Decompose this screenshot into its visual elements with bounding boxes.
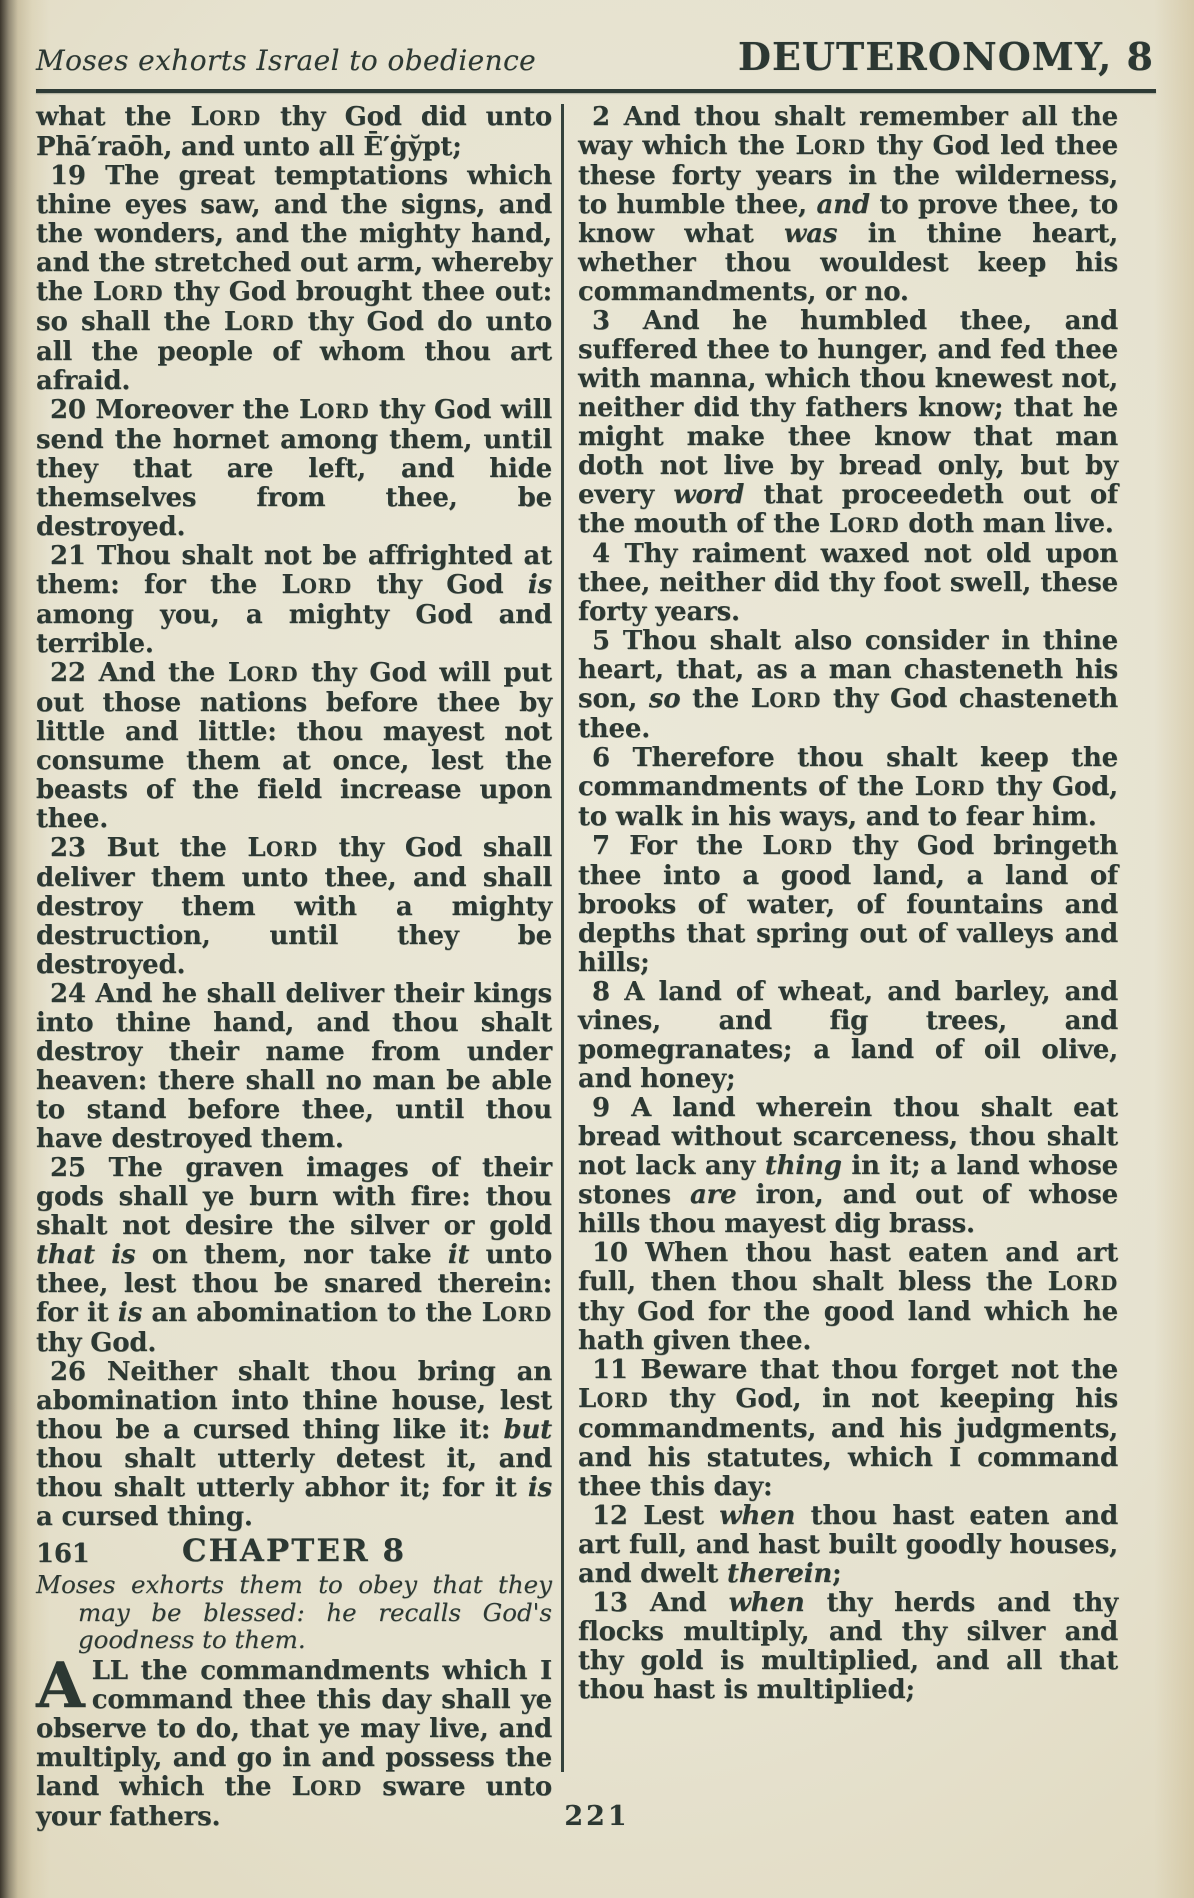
italic-text: so [648, 684, 681, 714]
divine-name: LORD [291, 1771, 362, 1802]
divine-name: LORD [298, 395, 370, 425]
chapter-section-number: 161 [36, 1539, 90, 1569]
divine-name-smallcaps: ORD [1066, 1272, 1118, 1295]
verse-paragraph: 4 Thy raiment waxed not old upon thee, neither did thy foot swell, these forty years. [578, 539, 1118, 627]
chapter-summary: Moses exhorts them to obey that they may be blessed: he recalls God's goodness to them. [36, 1570, 552, 1654]
verse-paragraph: what the LORD thy God did unto Phā′raōh, and unto all Ē′ġy̆pt; [36, 102, 552, 162]
italic-text: when [728, 1588, 805, 1618]
divine-name-smallcaps: ORD [847, 514, 900, 537]
verse-paragraph: 6 Therefore thou shalt keep the commandments of the LORD thy God, to walk in his ways, and to fear him. [578, 743, 1118, 832]
divine-name: LORD [750, 684, 822, 714]
divine-name-smallcaps: ORD [310, 1776, 362, 1800]
divine-name: LORD [92, 277, 164, 307]
divine-name: LORD [223, 307, 295, 337]
verse-paragraph: 10 When thou hast eaten and art full, then thou shalt bless the LORD thy God for the good land which he hath given thee. [578, 1238, 1118, 1356]
divine-name-smallcaps: ORD [300, 575, 352, 598]
divine-name-smallcaps: ORD [933, 777, 986, 800]
divine-name-smallcaps: ORD [780, 836, 833, 859]
left-text-column [36, 103, 552, 1832]
chapter-title: CHAPTER 8 [181, 1533, 407, 1569]
verse-paragraph: 12 Lest when thou hast eaten and art full, and hast built goodly houses, and dwelt therein; [578, 1501, 1118, 1589]
running-head: Moses exhorts Israel to obedience [36, 44, 537, 77]
page-header [0, 34, 1194, 79]
divine-name-smallcaps: ORD [596, 1389, 649, 1412]
verse-paragraph: 8 A land of wheat, and barley, and vines, and fig trees, and pomegranates; a land of oil olive, and honey; [578, 977, 1118, 1094]
italic-text: is [527, 1473, 552, 1503]
divine-name-smallcaps: ORD [317, 400, 370, 423]
verse-paragraph: 7 For the LORD thy God bringeth thee into a good land, a land of brooks of water, of fountains and depths that spring out of valleys and hills; [578, 831, 1118, 978]
divine-name: LORD [578, 1384, 649, 1414]
italic-text: when [719, 1501, 796, 1531]
page-number: 221 [564, 1801, 630, 1832]
divine-name: LORD [247, 833, 318, 863]
divine-name: LORD [828, 509, 900, 539]
verse-paragraph: 20 Moreover the LORD thy God will send the hornet among them, until they that are left, and hide themselves from thee, be destroyed. [36, 395, 552, 542]
verse-paragraph: ALL the commandments which I command thee this day shall ye observe to do, that ye may live, and multiply, and go in and possess the land which the LORD sware unto your fathers. [36, 1647, 552, 1832]
verse-paragraph: 3 And he humbled thee, and suffered thee to hunger, and fed thee with manna, which thou knewest not, neither did thy fathers know; that he might make thee know that man doth not live by bread only, but by every word that proceedeth out of the mouth of the LORD doth man live. [578, 306, 1118, 539]
italic-text: but [503, 1415, 552, 1445]
divine-name-smallcaps: ORD [769, 689, 822, 712]
italic-text: that is [36, 1240, 136, 1270]
italic-text: is [117, 1298, 143, 1328]
verse-paragraph: 2 And thou shalt remember all the way which the LORD thy God led thee these forty years in the wilderness, to humble thee, and to prove thee, to know what was in thine heart, whether thou wouldest keep his commandments, or no. [578, 102, 1119, 307]
divine-name: LORD [795, 131, 866, 161]
divine-name-smallcaps: ORD [111, 282, 164, 305]
drop-cap: A [36, 1647, 85, 1722]
verse-paragraph: 5 Thou shalt also consider in thine heart, that, as a man chasteneth his son, so the LORD thy God chasteneth thee. [578, 626, 1118, 744]
italic-text: are [690, 1180, 737, 1210]
divine-name-smallcaps: ORD [209, 107, 261, 130]
verse-paragraph: 22 And the LORD thy God will put out those nations before thee by little and little: thou mayest not consume them at once, lest the beasts of the field increase upon thee. [36, 658, 552, 834]
divine-name: LORD [1047, 1267, 1118, 1297]
verse-paragraph: 9 A land wherein thou shalt eat bread without scarceness, thou shalt not lack any thing in it; a land whose stones are iron, and out of whose hills thou mayest dig brass. [578, 1093, 1118, 1239]
divine-name: LORD [190, 102, 261, 132]
divine-name: LORD [762, 831, 833, 861]
divine-name-smallcaps: ORD [813, 136, 866, 159]
italic-text: it [447, 1240, 470, 1270]
italic-text: was [784, 219, 838, 249]
divine-name: LORD [914, 772, 986, 802]
divine-name-smallcaps: ORD [266, 838, 318, 861]
header-rule [36, 89, 1156, 93]
italic-text: is [527, 570, 552, 600]
column-divider [561, 104, 564, 1772]
divine-name: LORD [481, 1298, 552, 1328]
italic-text: word [673, 480, 745, 510]
verse-paragraph: 24 And he shall deliver their kings into thine hand, and thou shalt destroy their name from under heaven: there shall no man be able to stand before thee, until thou have destroyed them. [36, 979, 552, 1154]
divine-name: LORD [281, 570, 352, 600]
italic-text: therein [727, 1559, 833, 1589]
book-chapter-heading: DEUTERONOMY, 8 [737, 34, 1154, 79]
chapter-heading [36, 1535, 552, 1570]
verse-paragraph: 13 And when thy herds and thy flocks multiply, and thy silver and thy gold is multiplied, and all that thou hast is multiplied; [578, 1588, 1118, 1705]
verse-paragraph: 19 The great temptations which thine eyes saw, and the signs, and the wonders, and the mighty hand, and the stretched out arm, whereby the LORD thy God brought thee out: so shall the LORD thy God do unto all the people of whom thou art afraid. [36, 161, 552, 396]
divine-name-smallcaps: ORD [246, 663, 299, 686]
italic-text: and [816, 190, 870, 220]
divine-name-smallcaps: ORD [500, 1303, 552, 1326]
text-columns [0, 103, 1194, 1832]
verse-paragraph: 21 Thou shalt not be affrighted at them: for the LORD thy God is among you, a mighty God and terrible. [36, 541, 552, 659]
verse-paragraph: 25 The graven images of their gods shall ye burn with fire: thou shalt not desire the silver or gold that is on them, nor take it unto thee, lest thou be snared therein: for it is an abomination to the LORD thy God. [36, 1153, 553, 1358]
divine-name: LORD [227, 658, 299, 688]
verse-paragraph: 26 Neither shalt thou bring an abomination into thine house, lest thou be a cursed thing like it: but thou shalt utterly detest it, and thou shalt utterly abhor it; for it is a cursed thing. [36, 1357, 552, 1532]
divine-name-smallcaps: ORD [242, 312, 295, 335]
right-text-column [578, 103, 1118, 1705]
verse-paragraph: 23 But the LORD thy God shall deliver them unto thee, and shall destroy them with a mighty destruction, until they be destroyed. [36, 833, 552, 980]
italic-text: thing [764, 1151, 842, 1181]
verse-paragraph: 11 Beware that thou forget not the LORD thy God, in not keeping his commandments, and his judgments, and his statutes, which I command thee this day: [578, 1355, 1118, 1502]
